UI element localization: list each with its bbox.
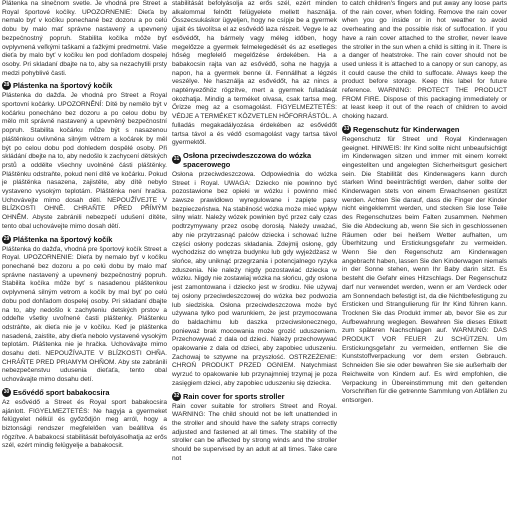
section-title: Pláštenka na športový kočík bbox=[13, 234, 113, 244]
body-paragraph: Rain cover suitable for strollers Street and Royal. WARNING: The child should not be left unattended in the stroller and should have the safety straps correctly adjusted and fastened at all times. The stability of the stroller can be affected by strong winds and the stroller should be supervised by an adult at all times. Take care not bbox=[172, 402, 337, 462]
body-paragraph: Plátenka na slnečnom svetle. Je vhodná pre Street a Royal športové kočíky. UPOZORNENIE: Dieťa by nemalo byť v kočíku ponechané bez dozoru a po celú dobu by malo mať správne nastavený a upevnený bezpečnostný popruh. Stabilita kočíka môže byť ovplyvnená veľkými taškami a ťažkými predmetmi. Vaše dieťa by malo byť v kočíku len pod dohľadom dospelej osoby. Pri skladaní dbajte na to, aby sa nezachytili prsty medzi pohyblivé časti. bbox=[2, 0, 167, 77]
text-column-1 bbox=[2, 0, 167, 512]
text-column-3 bbox=[342, 0, 507, 512]
section-heading bbox=[2, 81, 167, 90]
section-number-badge: 28 bbox=[3, 82, 10, 89]
section-heading bbox=[2, 235, 167, 244]
text-column-2 bbox=[172, 0, 337, 512]
section-title: Rain cover for sports stroller bbox=[183, 391, 285, 401]
body-paragraph: Regenschutz für Street und Royal Kinderwagen geeignet. HINWEIS: Ihr Kind sollte nicht unbeaufsichtigt im Kinderwagen sitzen und immer mit einem korrekt eingestellten und angelegten Sicherheitsgurt gesichert sein. Die Stabilität des Kinderwagens kann durch starken Wind beeinträchtigt werden, daher sollte der Kinderwagen stets von einem Erwachsenen gestützt werden. Achten Sie darauf, dass die Finger der Kinder nicht eingeklemmt werden, und stecken Sie lose Teile des Regenschutzes beim Falten zusammen. Nehmen Sie die Abdeckung ab, wenn Sie sich in geschlossenen Räumen oder bei heißem Wetter aufhalten, um Überhitzung und Erstickungsgefahr zu vermeiden. Wenn Sie den Regenschutz am Kinderwagen angebracht haben, lassen Sie den Kinderwagen niemals in der Sonne stehen, wenn Ihr Baby darin sitzt. Es besteht die Gefahr eines Hitzschlags. Der Regenschutz darf nur verwendet werden, wenn er am Verdeck oder am Sonnendach befestigt ist, da die Nichtbefestigung zu Ersticken und Strangulierung für Ihr Kind führen kann. Trocknen Sie das Produkt immer ab, bevor Sie es zur Aufbewahrung weglegen. Bewahren Sie dieses Etikett zum späteren Nachschlagen auf. WARNUNG: DAS PRODUKT VOR FEUER ZU SCHÜTZEN. Um Erstickungsgefahr zu vermeiden, entfernen Sie die Kunststoffverpackung vor dem ersten Gebrauch. Schneiden Sie sie oder bewahren Sie sie außerhalb der Reichweite von Kindern auf. Es wird empfohlen, die Verpackung in Übereinstimmung mit den geltenden Vorschriften für die getrennte Sammlung von Abfällen zu entsorgen. bbox=[342, 135, 507, 404]
section-heading bbox=[172, 392, 337, 401]
section-number-badge: 29 bbox=[3, 235, 10, 242]
section-number-badge: 33 bbox=[343, 125, 350, 132]
section-title: Esővédő sport babakocsira bbox=[13, 387, 110, 397]
body-paragraph: to catch children's fingers and put away any loose parts of the rain cover, when folding. Remove the rain cover when you go inside or in hot weather to avoid overheating and the possible risk of suffocation. If you have a rain cover attached to the stroller, never leave the stroller in the sun when a child is sitting in it. There is a danger of heatstroke. The rain cover should not be used unless it is attached to a canopy or sun canopy, as it could cause the child to suffocate. Always keep the product before storage. Keep this label for future reference. WARNING: PROTECT THE PRODUCT FROM FIRE. Dispose of this packaging immediately or at least keep it out of the reach of children to avoid choking hazard. bbox=[342, 0, 507, 121]
section-heading bbox=[2, 388, 167, 397]
section-number-badge: 32 bbox=[173, 392, 180, 399]
section-title: Osłona przeciwdeszczowa do wózka spacerowego bbox=[183, 150, 312, 169]
section-title: Plástenka na športový kočík bbox=[13, 81, 113, 91]
body-paragraph: Osłona przeciwdeszczowa. Odpowiednia do wózka Street i Royal. UWAGA: Dziecko nie powinno być pozostawione bez opieki w wózku i powinno mieć zawsze prawidłowo wyregulowane i zapięte pasy bezpieczeństwa. Na stabilność wózka może mieć wpływ silny wiatr. Należy wózek powinien być przez cały czas podtrzymywany przez osobę dorosłą. Należy uważać, aby nie przytrzasnąć palców dziecka i schować luźne części osłony podczas składania. Zdejmij osłonę, gdy wychodzisz do wnętrza budynku lub gdy wyjeżdżasz w słońce, aby uniknąć przegrzania i potencjalnego ryzyka zduszenia. Nie należy nigdy pozostawiać dziecka w wózku. Nigdy nie zostawiaj wózka na słońcu, gdy osłona jest zamontowana i dziecko jest w środku. Nie używaj tej osłony przeciwdeszczowej do wózka bez podwozia lub siedziska. Osłona przeciwdeszczowa może być używana tylko pod warunkiem, że jest przymocowana do baldachimu lub daszka przeciwsłonecznego, ponieważ brak mocowania może grozić uduszeniem. Przechowywać z dala od dzieci. Należy przechowywać opakowanie z dala od dzieci, aby zapobiec uduszeniu. Zachowaj te sztywne na przyszłość. OSTRZEŻENIE: CHROŃ PRODUKT PRZED OGNIEM. Natychmiast wyrzuć to opakowanie lub przynajmniej trzymaj je poza zasięgiem dzieci, aby zapobiec uduszeniu się dziecka. bbox=[172, 170, 337, 387]
body-paragraph: Az esővédő a Street és Royal sport babakocsira ajánlott. FIGYELMEZTETÉS: Ne hagyja a gyermeket felügyelet nélkül és győződjön meg arról, hogy a biztonsági rendszer megfelelően van beállítva és rögzítve. A babakocsi stabilitását befolyásolhatja az erős szél, ezért mindig felügyelje a babakocsit. bbox=[2, 398, 167, 450]
section-number-badge: 31 bbox=[173, 156, 180, 163]
body-paragraph: stabilitását befolyásolja az erős szél, ezért minden alkalommal felnőtt felügyelete mellett használja. Összecsukáskor ügyeljen, hogy ne csípje be a gyermek ujjait és távolítsa el az esővédő laza részeit. Vegye le az esővédőt, ha bármely vagy méleg időben, hogy megelőzze a gyermek felmelegedését és az esetleges hőség megfelelő megelőzése érdekében. Ha a babakocsin rajta van az esővédő, soha ne hagyja a napon, ha a gyermek benne ül. Fennállhat a légzés veszélye. Ne használja az esővédőt, ha az nincs a naptényezőhöz rögzítve, mert a gyermek fulladását okozhatja. Mindig a terméket olvasa, csak tartsa meg. Őrizze meg az a csomagolást. FIGYELMEZTETÉS: VÉDJE A TERMÉKET KÖZVETLEN HŐFORRÁSTÓL. A fulladás megakadályozása érdekében az esővédőt tartsa távol a és védő csomagolást vagy tartsa távol gyermektől. bbox=[172, 0, 337, 147]
body-paragraph: Plástenka do dažďa. Je vhodná pro Street a Royal sportovní kočárky. UPOZORNĚNÍ: Dítě by nemělo být v kočárku ponecháno bez dozoru a po celou dobu by mělo mít správně nastavený a upevněný bezpečnostní popruh. Stabilita kočárku může být s nasazenou pláštěnkou ovlivněna silným větrem a kočárek by měl být po celou dobu pod dohledem dospělé osoby. Při skládání dbejte na to, aby nedošlo k zachycení dětských prstů a oddělte všechny uvolněné části pláštěnky. Pláštěnku odstraňte, pokud není dítě ve kočárku. Pokud je pláštěnka nasazena, zajistěte, aby dítě nebylo vystaveno vysokým teplotám. Pláštěnka není hračka. Uchovávejte mimo dosah dětí. NEPOUŽÍVEJTE V BLÍZKOSTI OHNĚ. CHRAŇTE PŘED PŘÍMÝM OHNĚM. Abyste zabránili nebezpečí udušení dítěte, tento obal uchovávejte mimo dosah dětí. bbox=[2, 92, 167, 230]
body-paragraph: Pláštenka do dažďa, vhodná pre športový kočík Street a Royal. UPOZORNENIE: Dieťa by nemalo byť v kočíku ponechané bez dozoru a po celú dobu by malo mať správne nastavený a upevnený bezpečnostný popruh. Stabilita kočíka môže byť s nasadenou pláštenkou ovplyvnená silným vetrom a kočík by mal byť po celú dobu pod dohľadom dospelej osoby. Pri skladaní dbajte na to, aby nedošlo k zachyteniu detských prstov a oddeľte všetky uvoľnené časti pláštenky. Pláštenku odstráňte, ak dieťa nie je v kočíku. Keď je pláštenka nasadená, zaistite, aby dieťa nebolo vystavené vysokým teplotám. Pláštenka nie je hračka. Uchovávajte mimo dosahu detí. NEPOUŽÍVAJTE V BLÍZKOSTI OHŇA. CHRÁŇTE PRED PRIAMYM OHŇOM. Aby ste zabránili nebezpečenstvu udusenia dieťaťa, tento obal uchovávajte mimo dosahu detí. bbox=[2, 245, 167, 384]
section-heading bbox=[342, 125, 507, 134]
section-heading bbox=[172, 151, 337, 169]
section-number-badge: 30 bbox=[3, 388, 10, 395]
section-title: Regenschutz für Kinderwagen bbox=[353, 124, 460, 134]
